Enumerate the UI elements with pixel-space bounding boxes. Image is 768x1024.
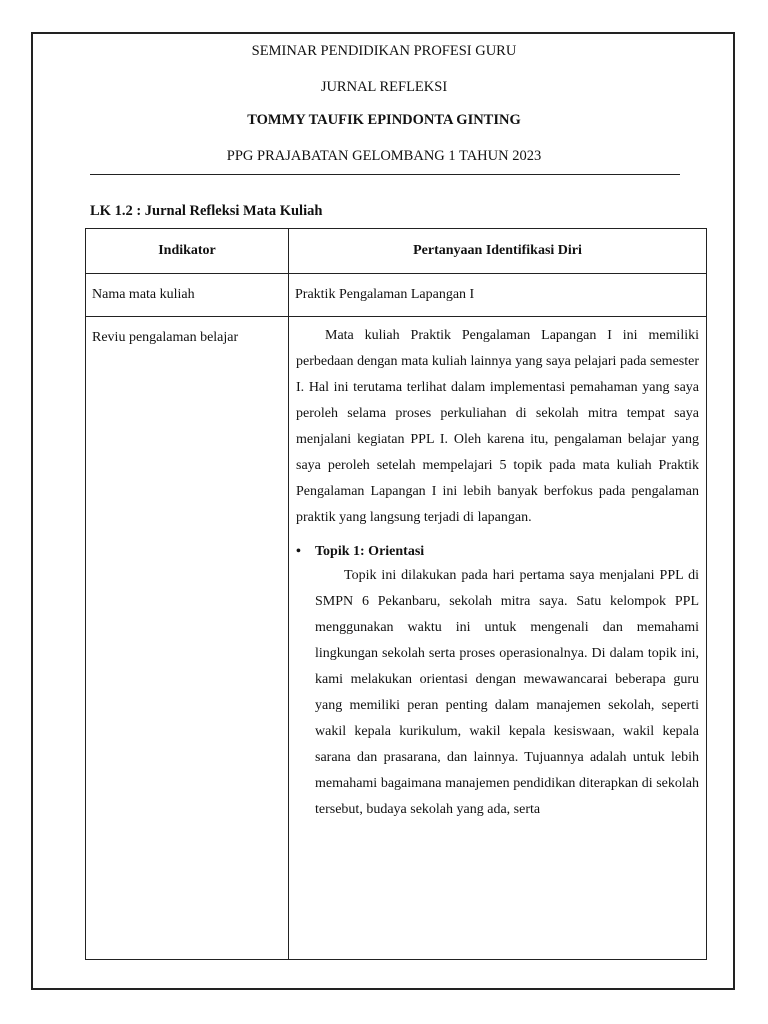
table-header-row — [86, 229, 707, 274]
review-cell — [289, 317, 707, 960]
row-value: Praktik Pengalaman Lapangan I — [289, 274, 707, 317]
review-paragraph: Mata kuliah Praktik Pengalaman Lapangan I ini memiliki perbedaan dengan mata kuliah lainnya yang saya pelajari pada semester I. Hal ini terutama terlihat dalam implementasi pemahaman yang saya peroleh selama proses perkuliahan di sekolah mitra tempat saya menjalani kegiatan PPL I. Oleh karena itu, pengalaman belajar yang saya peroleh setelah mempelajari 5 topik pada mata kuliah Praktik Pengalaman Lapangan I ini lebih banyak berfokus pada pengalaman praktik yang langsung terjadi di lapangan. — [296, 328, 699, 525]
header-pertanyaan: Pertanyaan Identifikasi Diri — [289, 229, 707, 274]
topic-title: Topik 1: Orientasi — [315, 544, 425, 559]
journal-table — [85, 228, 707, 960]
row-label: Reviu pengalaman belajar — [86, 317, 289, 960]
topic-item — [296, 541, 699, 823]
row-label: Nama mata kuliah — [86, 274, 289, 317]
header-indikator: Indikator — [86, 229, 289, 274]
header-author-name: TOMMY TAUFIK EPINDONTA GINTING — [247, 112, 521, 128]
bullet-icon: • — [296, 544, 301, 559]
table-row — [86, 317, 707, 960]
header-document-type: JURNAL REFLEKSI — [320, 79, 448, 95]
header-divider — [90, 174, 680, 175]
header-cohort: PPG PRAJABATAN GELOMBANG 1 TAHUN 2023 — [226, 148, 542, 164]
table-row — [86, 274, 707, 317]
section-title: LK 1.2 : Jurnal Refleksi Mata Kuliah — [90, 203, 323, 219]
header-program: SEMINAR PENDIDIKAN PROFESI GURU — [251, 43, 517, 59]
topic-body: Topik ini dilakukan pada hari pertama saya menjalani PPL di SMPN 6 Pekanbaru, sekolah mitra saya. Satu kelompok PPL menggunakan waktu ini untuk mengenali dan memahami lingkungan sekolah serta proses operasionalnya. Di dalam topik ini, kami melakukan orientasi dengan mewawancarai beberapa guru yang memiliki peran penting dalam manajemen sekolah, seperti wakil kepala kurikulum, wakil kepala kesiswaan, wakil kepala sarana dan prasarana, dan lainnya. Tujuannya adalah untuk lebih memahami bagaimana manajemen pendidikan diterapkan di sekolah tersebut, budaya sekolah yang ada, serta — [315, 568, 699, 817]
